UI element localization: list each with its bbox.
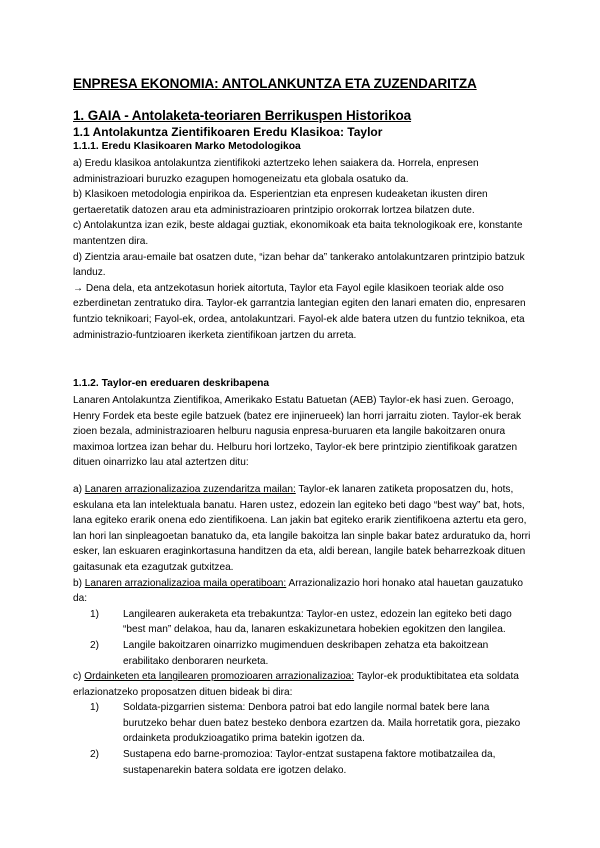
- list-item: 1) Langilearen aukeraketa eta trebakuntza: Taylor-en ustez, edozein lan egiteko beti dago “best man” delakoa, hau da, lanaren eskakizunetara hobekien egokitzen den langilea.: [90, 608, 512, 636]
- document-title: ENPRESA EKONOMIA: ANTOLANKUNTZA ETA ZUZENDARITZA: [73, 76, 477, 91]
- chapter-heading: 1. GAIA - Antolaketa-teoriaren Berrikuspen Historikoa: [73, 108, 412, 123]
- paragraph-c: c) Antolakuntza izan ezik, beste aldagai guztiak, ekonomikoak eta baita teknologikoak ere, konstante mantentzen dira.: [73, 220, 523, 247]
- section-1-1-heading: 1.1 Antolakuntza Zientifikoaren Eredu Klasikoa: Taylor: [73, 125, 383, 139]
- part-a-paragraph: a) Lanaren arrazionalizazioa zuzendaritza mailan: Taylor-ek lanaren zatiketa proposatzen du, hots, eskulana eta lan intelektuala banatu. Haren ustez, edozein lan egiteko beti dago “best way” bat, hots, lana egiteko erarik onena edo zientifikoena. Lan jakin bat egiteko erarik zientifikoena aztertu eta gero, lan hori lan sinpleagoetan banatuko da, eta langile bakoitza lan sinple bakar batez arduratuko da, horri esker, lan eskuaren eraginkortasuna handitzen da eta, aldi berean, langile batek beharrezkoak dituen gaitasunak eta ezagutzak gutxitzea.: [73, 483, 531, 573]
- paragraph-conclusion: → Dena dela, eta antzekotasun horiek aitortuta, Taylor eta Fayol egile klasikoen teoriak alde oso ezberdinetan zentratuko dira. Taylor-ek garrantzia lantegian egiten den lanari ematen dio, enpresaren funtzio teknikoari; Fayol-ek, ordea, antolakuntzari. Fayol-ek alde batera utzen du funtzio teknikoa, eta administrazio-funtzioaren ikerketa zientifikoan jartzen du arreta.: [73, 282, 526, 341]
- list-item: 2) Sustapena edo barne-promozioa: Taylor-entzat sustapena faktore motibatzailea da, sustapenarekin batera soldata ere igotzen delako.: [90, 749, 496, 776]
- part-b-paragraph: b) Lanaren arrazionalizazioa maila operatiboan: Arrazionalizazio hori honako atal hauetan gauzatuko da:: [73, 577, 524, 605]
- part-c-title: Ordainketen eta langilearen promozioaren arrazionalizazioa:: [84, 671, 355, 683]
- section-1-1-1-heading: 1.1.1. Eredu Klasikoaren Marko Metodologikoa: [73, 141, 301, 152]
- section-intro: Lanaren Antolakuntza Zientifikoa, Amerikako Estatu Batuetan (AEB) Taylor-ek hasi zuen. Geroago, Henry Fordek eta beste egile batzuek (batez ere injinerueek) lan horri jarraitu zioten. Taylor-ek berak zioen bezala, administrazioaren helburu nagusia enpresa-buruaren eta langile bakoitzaren onura maximoa lortzea izan behar du. Helburu hori lortzeko, Taylor-ek bere printzipio zientifikoak garatzen dituen oinarrizko lau atal aztertzen ditu:: [73, 395, 522, 469]
- part-a-title: Lanaren arrazionalizazioa zuzendaritza mailan:: [84, 483, 296, 495]
- section-1-1-2-heading: 1.1.2. Taylor-en ereduaren deskribapena: [73, 378, 270, 389]
- paragraph-d: d) Zientzia arau-emaile bat osatzen dute, “izan behar da” tankerako antolakuntzaren printzipio batzuk landuz.: [73, 251, 525, 279]
- part-b-title: Lanaren arrazionalizazioa maila operatiboan:: [84, 577, 287, 589]
- list-item: 1) Soldata-pizgarrien sistema: Denbora patroi bat edo langile normal batek bere lana burutzeko behar duen batez besteko denbora ezartzen da. Maila horretatik gora, piezako ordainketa produkzioagatiko prima batekin igotzen da.: [90, 702, 521, 745]
- section-1-1-2-body: [73, 393, 533, 778]
- part-c-paragraph: c) Ordainketen eta langilearen promozioaren arrazionalizazioa: Taylor-ek produktibitatea eta soldata erlazionatzeko proposatzen dituen bideak bi dira:: [73, 671, 519, 698]
- paragraph-b: b) Klasikoen metodologia enpirikoa da. Esperientzian eta enpresen kudeaketan ikusten diren gertaeretatik datozen arau eta administrazioaren printzipio orokorrak lortzea bilatzen dute.: [73, 189, 488, 216]
- section-1-1-1-body: [73, 156, 533, 343]
- part-b-list: [73, 607, 533, 669]
- paragraph-a: a) Eredu klasikoa antolakuntza zientifikoki aztertzeko lehen saiakera da. Horrela, enpresen administrazioari buruzko ezagupen homogeneizatu eta globala osatuko da.: [73, 158, 479, 185]
- part-c-list: [73, 700, 533, 778]
- list-item: 2) Langile bakoitzaren oinarrizko mugimenduen deskribapen zehatza eta bakoitzean erabilitako denboraren neurketa.: [90, 639, 489, 667]
